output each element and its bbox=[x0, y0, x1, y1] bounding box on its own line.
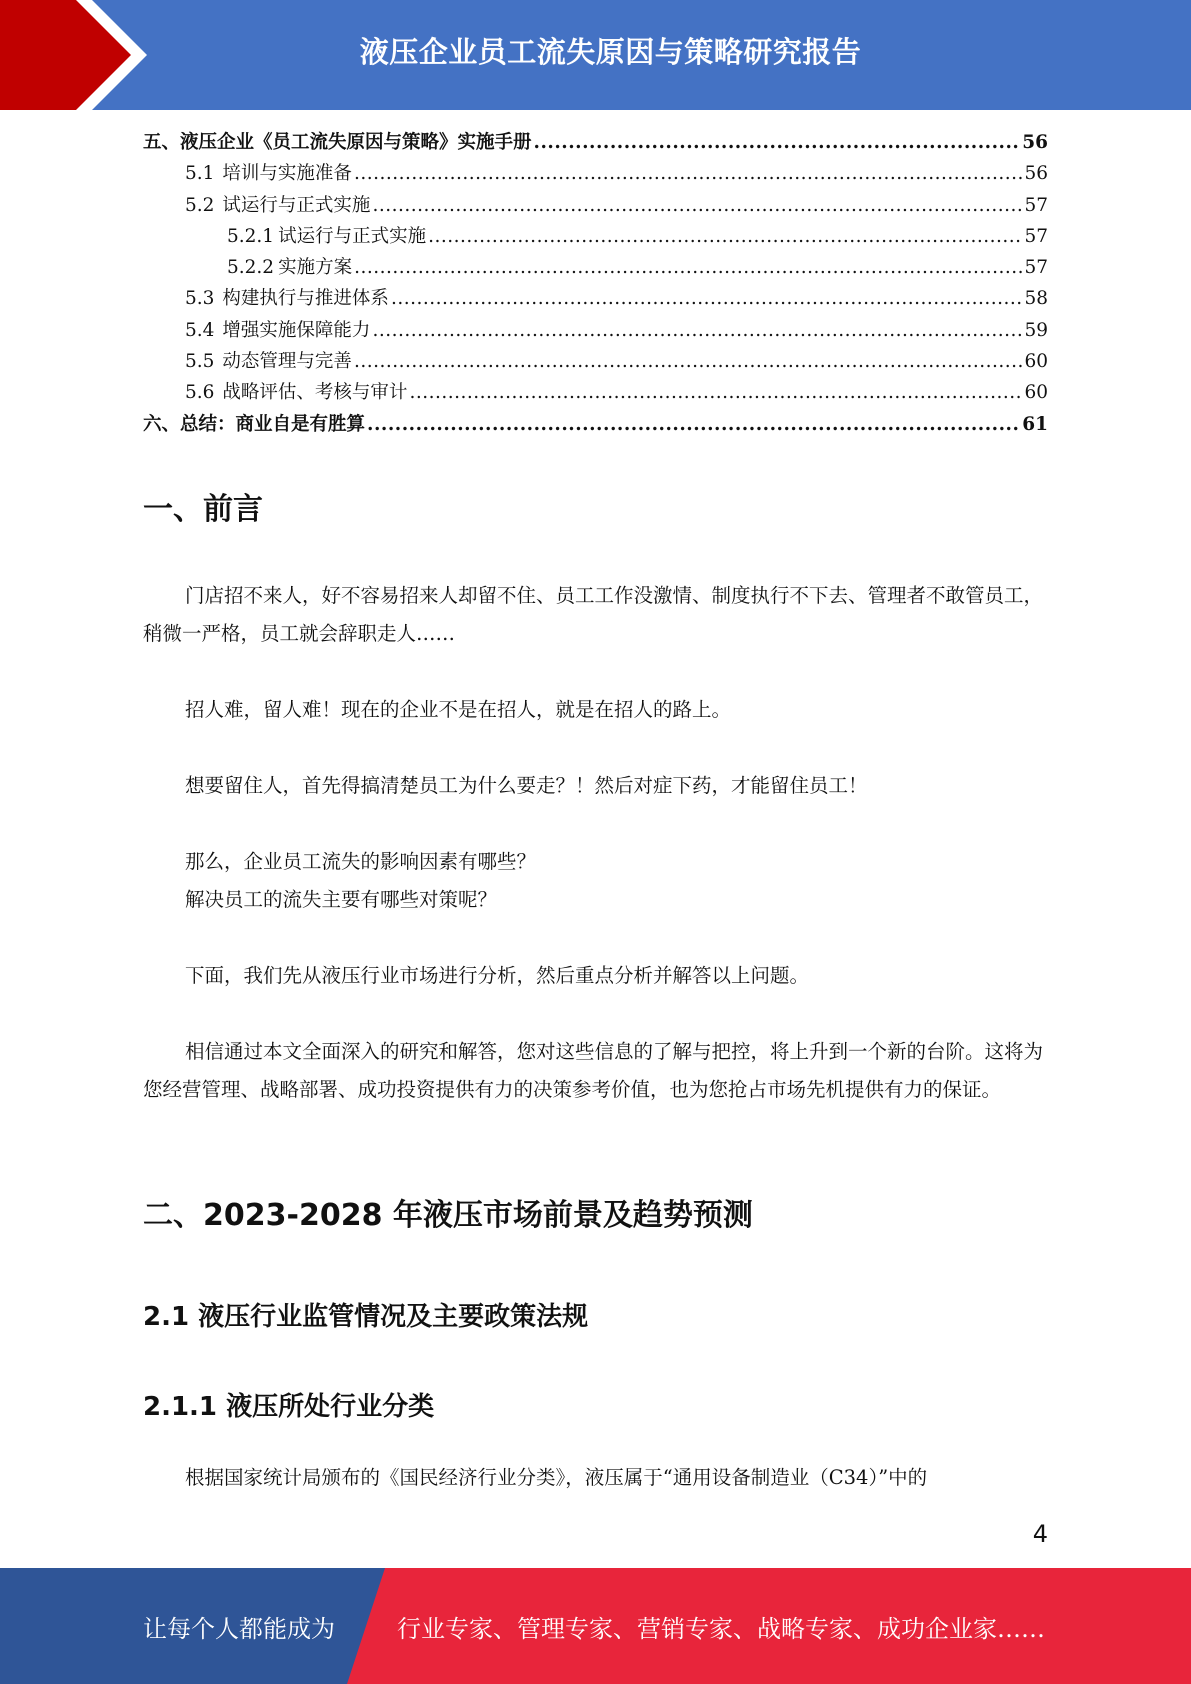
footer-slogan-left: 让每个人都能成为 bbox=[143, 1614, 335, 1643]
toc-leader-dots bbox=[354, 163, 1023, 184]
market-forecast-heading: 二、2023-2028 年液压市场前景及趋势预测 bbox=[143, 1198, 753, 1233]
toc-entry[interactable] bbox=[143, 191, 1048, 222]
toc-entry-title: 战略评估、考核与审计 bbox=[222, 382, 408, 404]
toc-leader-dots bbox=[367, 414, 1020, 435]
toc-entry-number: 5.3 bbox=[185, 288, 215, 310]
toc-entry[interactable] bbox=[143, 253, 1048, 284]
toc-entry-title: 五、液压企业《员工流失原因与策略》实施手册 bbox=[143, 132, 532, 153]
toc-entry[interactable] bbox=[143, 316, 1048, 347]
toc-entry-page: 59 bbox=[1024, 319, 1048, 341]
toc-leader-dots bbox=[428, 226, 1022, 247]
toc-entry-number: 5.4 bbox=[185, 319, 215, 341]
toc-entry[interactable] bbox=[143, 128, 1048, 159]
toc-entry-page: 56 bbox=[1024, 163, 1048, 185]
toc-entry-number: 5.2.2 bbox=[227, 257, 275, 279]
toc-entry[interactable] bbox=[143, 284, 1048, 315]
toc-entry-title: 试运行与正式实施 bbox=[278, 225, 427, 247]
toc-entry-title: 增强实施保障能力 bbox=[222, 319, 371, 341]
preface-paragraph-5: 下面，我们先从液压行业市场进行分析，然后重点分析并解答以上问题。 bbox=[185, 964, 810, 987]
industry-classification-paragraph: 根据国家统计局颁布的《国民经济行业分类》，液压属于“通用设备制造业（C34）”中的 bbox=[185, 1466, 928, 1489]
footer-slogan-right: 行业专家、管理专家、营销专家、战略专家、成功企业家…… bbox=[397, 1614, 1045, 1643]
toc-entry-title: 构建执行与推进体系 bbox=[222, 288, 389, 310]
toc-leader-dots bbox=[409, 382, 1022, 403]
toc-leader-dots bbox=[354, 257, 1022, 278]
toc-leader-dots bbox=[354, 351, 1023, 372]
toc-entry-number: 5.1 bbox=[185, 163, 215, 185]
page-number: 4 bbox=[1032, 1520, 1048, 1548]
toc-entry-page: 56 bbox=[1022, 132, 1048, 153]
toc-leader-dots bbox=[372, 320, 1022, 341]
preface-paragraph-3: 想要留住人，首先得搞清楚员工为什么要走？！然后对症下药，才能留住员工！ bbox=[185, 774, 868, 797]
section-2-1-1-heading: 2.1.1 液压所处行业分类 bbox=[143, 1392, 435, 1422]
preface-paragraph-6: 相信通过本文全面深入的研究和解答，您对这些信息的了解与把控，将上升到一个新的台阶。这将为您经营管理、战略部署、成功投资提供有力的决策参考价值，也为您抢占市场先机提供有力的保证。 bbox=[143, 1040, 1044, 1101]
toc-entry-number: 5.2 bbox=[185, 194, 215, 216]
toc-entry[interactable] bbox=[143, 222, 1048, 253]
toc-entry-page: 60 bbox=[1024, 382, 1048, 404]
toc-leader-dots bbox=[534, 132, 1021, 153]
toc-entry[interactable] bbox=[143, 347, 1048, 378]
toc-entry[interactable] bbox=[143, 159, 1048, 190]
page-header bbox=[0, 0, 1191, 110]
preface-paragraph-4a: 那么，企业员工流失的影响因素有哪些？ bbox=[185, 850, 537, 873]
toc-entry[interactable] bbox=[143, 410, 1048, 441]
toc-entry-number: 5.2.1 bbox=[227, 225, 275, 247]
toc-entry-title: 动态管理与完善 bbox=[222, 351, 352, 373]
report-title: 液压企业员工流失原因与策略研究报告 bbox=[359, 34, 862, 69]
toc-entry-title: 试运行与正式实施 bbox=[222, 194, 371, 216]
toc-entry-page: 60 bbox=[1024, 351, 1048, 373]
toc-entry-number: 5.6 bbox=[185, 382, 215, 404]
toc-entry-title: 培训与实施准备 bbox=[222, 163, 352, 185]
toc-entry-title: 六、总结：商业自是有胜算 bbox=[143, 413, 366, 435]
toc-entry-page: 57 bbox=[1024, 225, 1048, 247]
preface-paragraph-2: 招人难，留人难！现在的企业不是在招人，就是在招人的路上。 bbox=[185, 698, 732, 721]
toc-entry-title: 实施方案 bbox=[278, 257, 353, 279]
toc-entry-page: 57 bbox=[1024, 257, 1048, 279]
preface-paragraph-1: 门店招不来人，好不容易招来人却留不住、员工工作没激情、制度执行不下去、管理者不敢管员工，稍微一严格，员工就会辞职走人…… bbox=[143, 584, 1044, 645]
toc-entry-number: 5.5 bbox=[185, 351, 215, 373]
preface-heading: 一、前言 bbox=[143, 492, 263, 527]
toc-entry[interactable] bbox=[143, 378, 1048, 409]
toc-leader-dots bbox=[391, 288, 1023, 309]
section-2-1-heading: 2.1 液压行业监管情况及主要政策法规 bbox=[143, 1302, 589, 1332]
toc-entry-page: 58 bbox=[1024, 288, 1048, 310]
toc-leader-dots bbox=[372, 195, 1022, 216]
page-footer bbox=[0, 1568, 1191, 1684]
toc-entry-page: 61 bbox=[1022, 413, 1048, 435]
toc-entry-page: 57 bbox=[1024, 194, 1048, 216]
preface-paragraph-4b: 解决员工的流失主要有哪些对策呢？ bbox=[185, 888, 498, 911]
table-of-contents bbox=[143, 128, 1048, 441]
